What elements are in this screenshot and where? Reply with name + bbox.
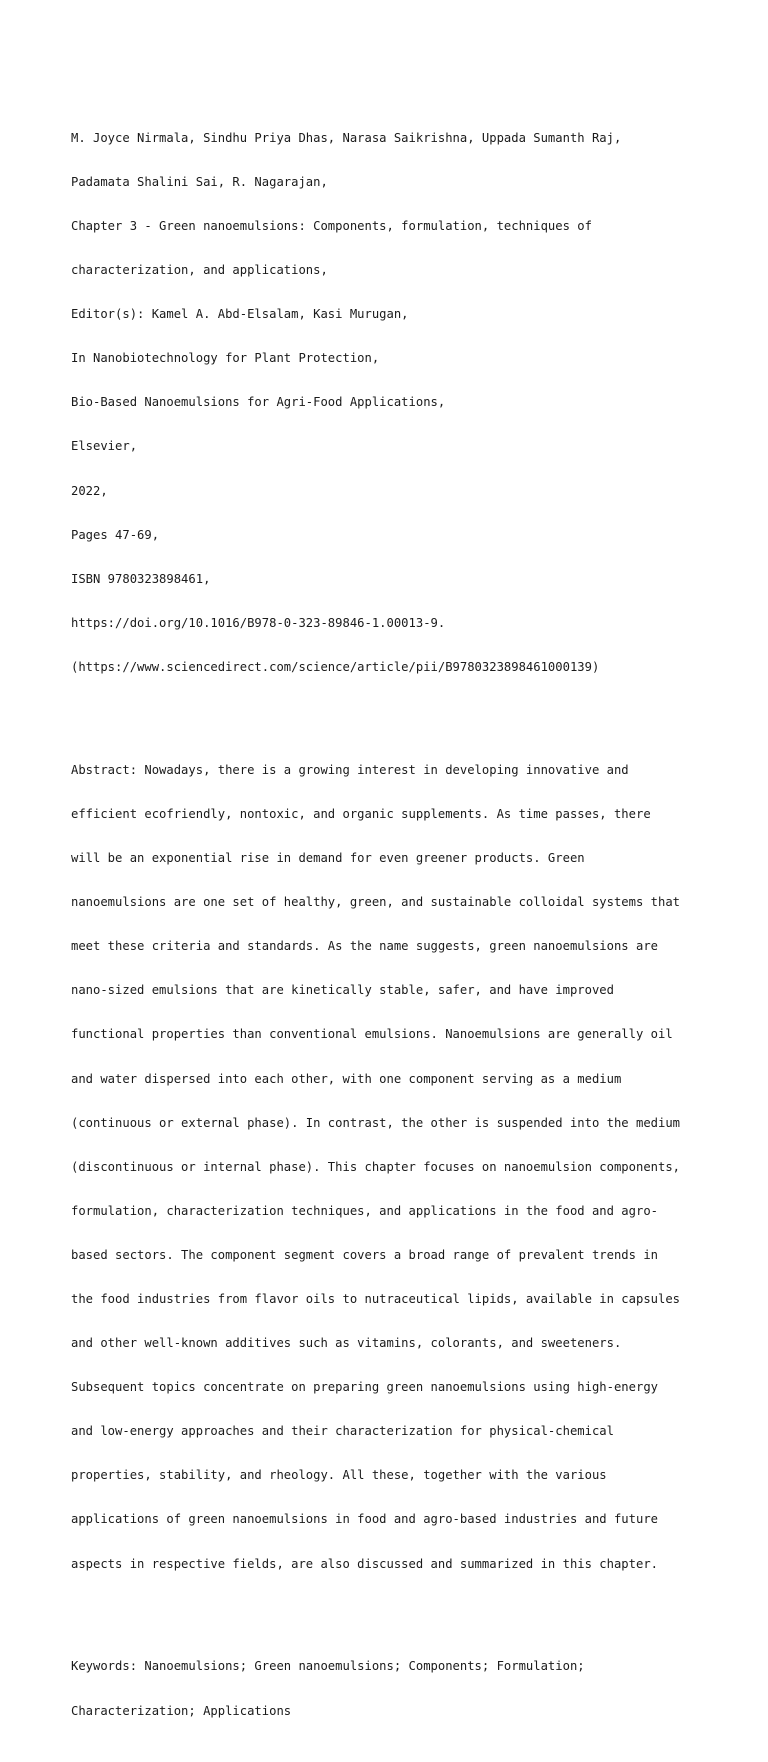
abstract-line: efficient ecofriendly, nontoxic, and organic supplements. As time passes, there — [71, 806, 651, 821]
abstract-line: based sectors. The component segment covers a broad range of prevalent trends in — [71, 1247, 658, 1262]
editors-line: Editor(s): Kamel A. Abd-Elsalam, Kasi Murugan, — [71, 307, 409, 322]
chapter-title-line-1: Chapter 3 - Green nanoemulsions: Components, formulation, techniques of — [71, 219, 592, 233]
abstract-line: Abstract: Nowadays, there is a growing interest in developing innovative and — [71, 762, 629, 777]
keywords-block — [71, 1630, 711, 1748]
abstract-line: nano-sized emulsions that are kinetically stable, safer, and have improved — [71, 983, 614, 998]
abstract-line: applications of green nanoemulsions in food and agro-based industries and future — [71, 1512, 658, 1527]
abstract-line: Subsequent topics concentrate on preparing green nanoemulsions using high-energy — [71, 1380, 658, 1395]
abstract-line: functional properties than conventional emulsions. Nanoemulsions are generally oil — [71, 1027, 673, 1042]
pages-line: Pages 47-69, — [71, 527, 160, 542]
citation-block — [71, 101, 711, 704]
abstract-line: and water dispersed into each other, with one component serving as a medium — [71, 1071, 622, 1086]
sciencedirect-link[interactable]: (https://www.sciencedirect.com/science/article/pii/B9780323898461000139) — [71, 659, 600, 674]
isbn-line: ISBN 9780323898461, — [71, 571, 211, 586]
publisher-line: Elsevier, — [71, 439, 138, 454]
abstract-line: meet these criteria and standards. As the name suggests, green nanoemulsions are — [71, 939, 658, 954]
abstract-line: and low-energy approaches and their characterization for physical-chemical — [71, 1424, 614, 1439]
keywords-line: Keywords: Nanoemulsions; Green nanoemulsions; Components; Formulation; — [71, 1659, 585, 1674]
document-body — [71, 72, 711, 1762]
abstract-line: (discontinuous or internal phase). This chapter focuses on nanoemulsion components, — [71, 1159, 681, 1174]
abstract-block — [71, 733, 711, 1600]
abstract-line: aspects in respective fields, are also discussed and summarized in this chapter. — [71, 1556, 658, 1571]
doi-link[interactable]: https://doi.org/10.1016/B978-0-323-89846-1.00013-9. — [71, 615, 446, 630]
abstract-line: properties, stability, and rheology. All these, together with the various — [71, 1468, 607, 1483]
authors-line-1: M. Joyce Nirmala, Sindhu Priya Dhas, Narasa Saikrishna, Uppada Sumanth Raj, — [71, 130, 622, 145]
chapter-title-line-2: characterization, and applications, — [71, 263, 328, 278]
abstract-line: (continuous or external phase). In contrast, the other is suspended into the medium — [71, 1115, 681, 1130]
abstract-line: nanoemulsions are one set of healthy, green, and sustainable colloidal systems that — [71, 895, 681, 910]
abstract-line: and other well-known additives such as vitamins, colorants, and sweeteners. — [71, 1336, 622, 1351]
year-line: 2022, — [71, 483, 108, 498]
book-subtitle-line: Bio-Based Nanoemulsions for Agri-Food Applications, — [71, 395, 446, 410]
authors-line-2: Padamata Shalini Sai, R. Nagarajan, — [71, 174, 328, 189]
book-title-line: In Nanobiotechnology for Plant Protection, — [71, 351, 380, 366]
abstract-line: the food industries from flavor oils to nutraceutical lipids, available in capsules — [71, 1291, 681, 1306]
abstract-line: will be an exponential rise in demand for even greener products. Green — [71, 851, 585, 866]
abstract-line: formulation, characterization techniques, and applications in the food and agro- — [71, 1203, 658, 1218]
keywords-line: Characterization; Applications — [71, 1703, 292, 1718]
